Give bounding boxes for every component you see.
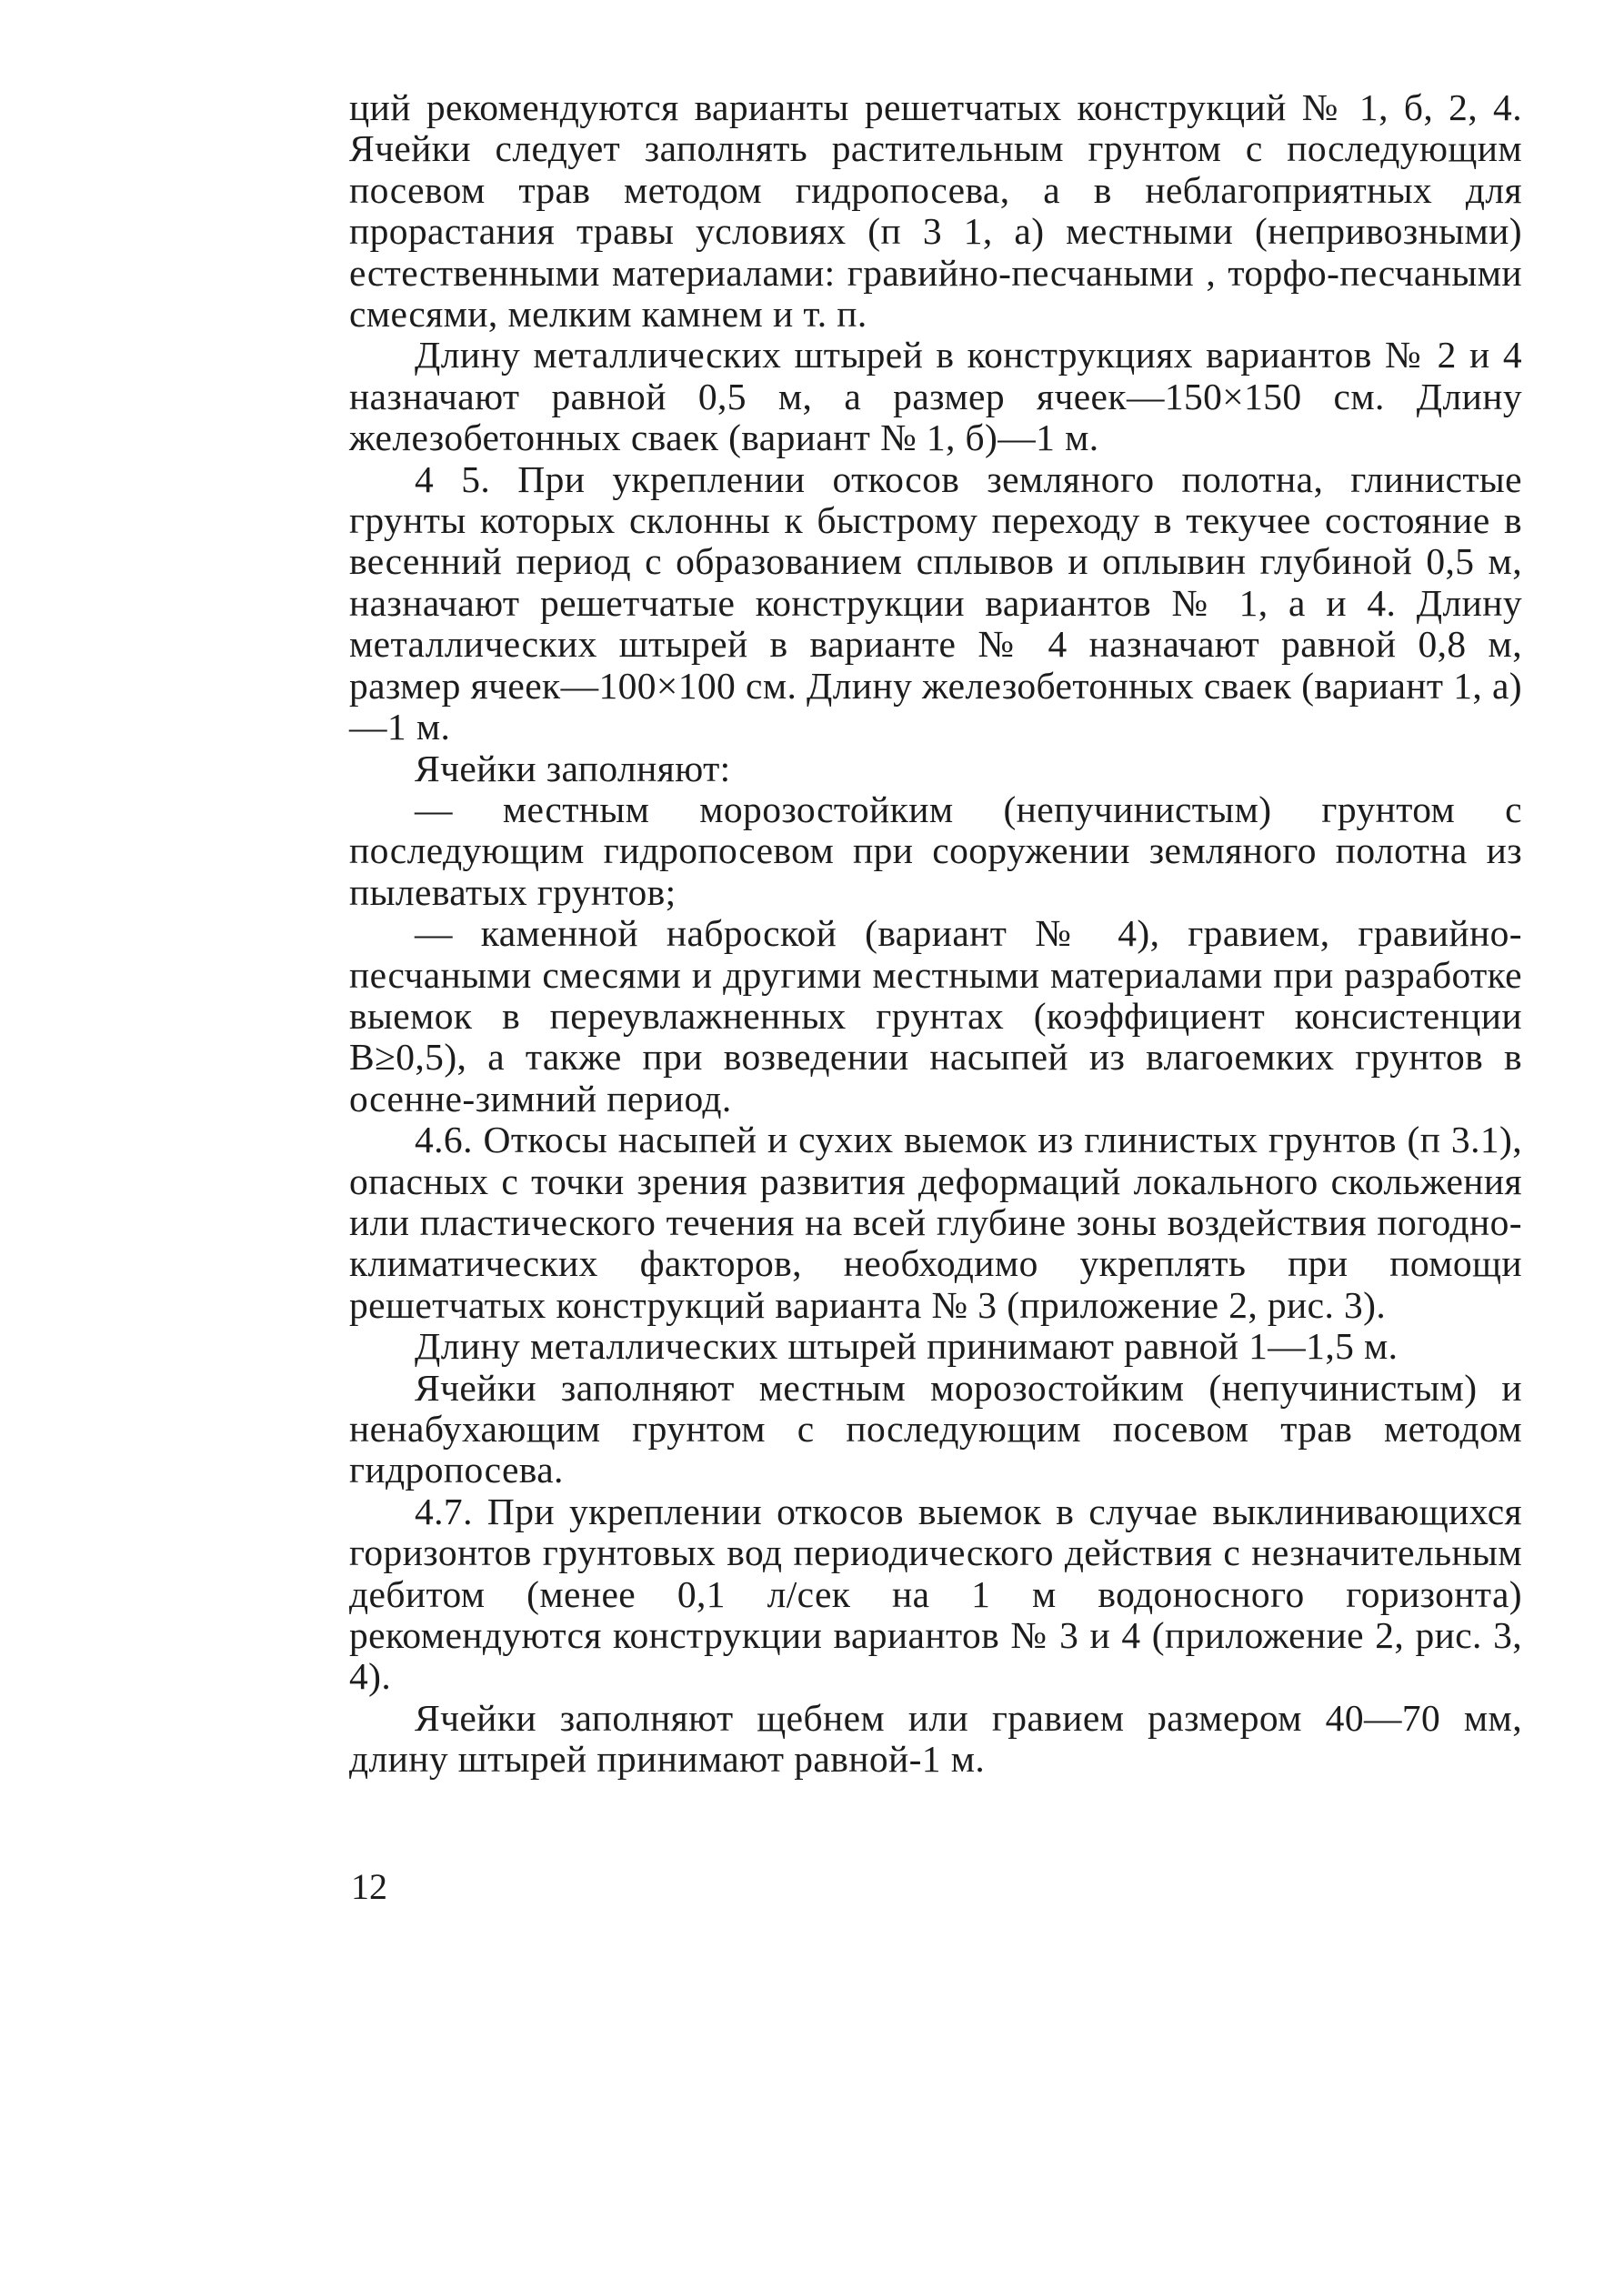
list-item-stone-fill: — каменной наброской (вариант № 4), гравием, гравийно-песчаными смесями и другими местными материалами при разработке выемок в переувлажненных грунтах (коэффициент консистенции B≥0,5), а также при возведении насыпей из влагоемких грунтов в осенне-зимний период.	[349, 912, 1522, 1119]
paragraph-section-4-7: 4.7. При укреплении откосов выемок в случае выклинивающихся горизонтов грунтовых вод периодического действия с незначительным дебитом (менее 0,1 л/сек на 1 м водоносного горизонта) рекомендуются конструкции вариантов № 3 и 4 (приложение 2, рис. 3, 4).	[349, 1490, 1522, 1698]
paragraph-continuation: ций рекомендуются варианты решетчатых конструкций № 1, б, 2, 4. Ячейки следует заполнять растительным грунтом с последующим посевом трав методом гидропосева, а в неблагоприятных для прорастания травы условиях (п 3 1, а) местными (непривозными) естественными материалами: гравийно-песчаными , торфо-песчаными смесями, мелким камнем и т. п.	[349, 86, 1522, 336]
paragraph-section-4-5: 4 5. При укреплении откосов земляного полотна, глинистые грунты которых склонны к быстрому переходу в текучее состояние в весенний период с образованием сплывов и оплывин глубиной 0,5 м, назначают решетчатые конструкции вариантов № 1, а и 4. Длину металлических штырей в варианте № 4 назначают равной 0,8 м, размер ячеек—100×100 см. Длину железобетонных сваек (вариант 1, а)—1 м.	[349, 457, 1522, 748]
paragraph-cells-fill-intro: Ячейки заполняют:	[415, 747, 731, 789]
paragraph-cells-fill-2: Ячейки заполняют местным морозостойким (непучинистым) и ненабухающим грунтом с последующим посевом трав методом гидропосева.	[349, 1366, 1522, 1491]
page-number: 12	[351, 1866, 387, 1907]
paragraph-metal-pins-length: Длину металлических штырей в конструкциях вариантов № 2 и 4 назначают равной 0,5 м, а размер ячеек—150×150 см. Длину железобетонных сваек (вариант № 1, б)—1 м.	[349, 334, 1522, 459]
paragraph-cells-fill-3: Ячейки заполняют щебнем или гравием размером 40—70 мм, длину штырей принимают равной-1 м.	[349, 1696, 1522, 1781]
list-item-local-frost-resistant-soil: — местным морозостойким (непучинистым) грунтом с последующим гидропосевом при сооружении земляного полотна из пылеватых грунтов;	[349, 788, 1522, 913]
paragraph-metal-pins-length-2: Длину металлических штырей принимают равной 1—1,5 м.	[415, 1325, 1398, 1368]
paragraph-section-4-6: 4.6. Откосы насыпей и сухих выемок из глинистых грунтов (п 3.1), опасных с точки зрения развития деформаций локального скольжения или пластического течения на всей глубине зоны воздействия погодно-климатических факторов, необходимо укреплять при помощи решетчатых конструкций варианта № 3 (приложение 2, рис. 3).	[349, 1119, 1522, 1326]
page-text-column	[349, 87, 1522, 1781]
